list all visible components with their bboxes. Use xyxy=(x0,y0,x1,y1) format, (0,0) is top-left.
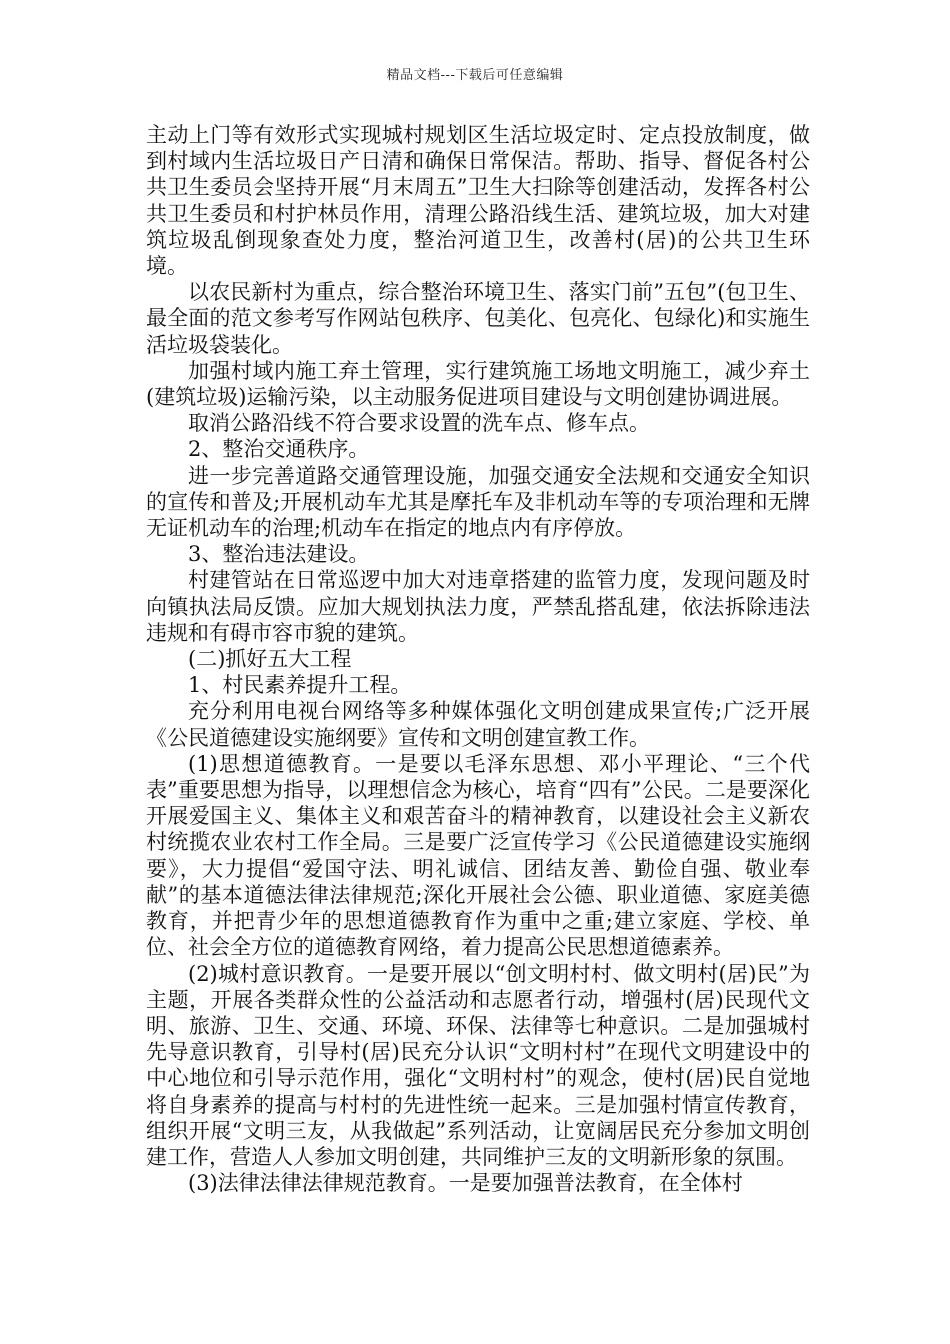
heading-traffic-order: 2、整治交通秩序。 xyxy=(188,437,370,462)
paragraph-civic-awareness-education: (2)城村意识教育。一是要开展以“创文明村村、做文明村(居)民”为主题，开展各类群众性的公益活动和志愿者行动，增强村(居)民现代文明、旅游、卫生、交通、环境、环保、法律等七种意识。二是加强城村先导意识教育，引导村(居)民充分认识“文明村村”在现代文明建设中的中心地位和引导示范作用，强化“文明村村”的观念，使村(居)民自觉地将自身素养的提高与村村的先进性统一起来。三是加强村情宣传教育，组织开展“文明三友，从我做起”系列活动，让宽阔居民充分参加文明创建工作，营造人人参加文明创建，共同维护三友的文明新形象的氛围。 xyxy=(146,961,810,1169)
paragraph-traffic-management: 进一步完善道路交通管理设施，加强交通安全法规和交通安全知识的宣传和普及;开展机动车尤其是摩托车及非机动车等的专项治理和无牌无证机动车的治理;机动车在指定的地点内有序停放。 xyxy=(146,463,810,541)
paragraph-illegal-construction: 村建管站在日常巡逻中加大对违章搭建的监管力度，发现问题及时向镇执法局反馈。应加大规划执法力度，严禁乱搭乱建，依法拆除违法违规和有碍市容市貌的建筑。 xyxy=(146,568,810,645)
document-body xyxy=(146,122,810,1196)
paragraph-media-publicity: 充分利用电视台网络等多种媒体强化文明创建成果宣传;广泛开展《公民道德建设实施纲要》宣传和文明创建宣教工作。 xyxy=(146,699,810,750)
paragraph-five-guarantees: 以农民新村为重点，综合整治环境卫生、落实门前”五包”(包卫生、最全面的范文参考写作网站包秩序、包美化、包亮化、包绿化)和实施生活垃圾袋装化。 xyxy=(146,280,810,357)
page-header-watermark: 精品文档---下载后可任意编辑 xyxy=(386,68,564,83)
heading-five-projects: (二)抓好五大工程 xyxy=(188,647,352,672)
paragraph-car-wash-points: 取消公路沿线不符合要求设置的洗车点、修车点。 xyxy=(188,411,650,436)
paragraph-construction-waste: 加强村域内施工弃土管理，实行建筑施工场地文明施工，减少弃土(建筑垃圾)运输污染，以主动服务促进项目建设与文明创建协调进展。 xyxy=(146,358,810,410)
heading-illegal-construction: 3、整治违法建设。 xyxy=(188,542,370,567)
paragraph-legal-education: (3)法律法律法律规范教育。一是要加强普法教育，在全体村 xyxy=(188,1171,743,1196)
heading-villager-quality-project: 1、村民素养提升工程。 xyxy=(188,673,412,698)
paragraph-moral-education: (1)思想道德教育。一是要以毛泽东思想、邓小平理论、“三个代表”重要思想为指导，以理想信念为核心，培育“四有”公民。二是要深化开展爱国主义、集体主义和艰苦奋斗的精神教育，以建设社会主义新农村统揽农业农村工作全局。三是要广泛宣传学习《公民道德建设实施纲要》，大力提倡“爱国守法、明礼诚信、团结友善、勤俭自强、敬业奉献”的基本道德法律法律规范;深化开展社会公德、职业道德、家庭美德教育，并把青少年的思想道德教育作为重中之重;建立家庭、学校、单位、社会全方位的道德教育网络，着力提高公民思想道德素养。 xyxy=(146,751,810,960)
paragraph-sanitation-system: 主动上门等有效形式实现城村规划区生活垃圾定时、定点投放制度，做到村域内生活垃圾日产日清和确保日常保洁。帮助、指导、督促各村公共卫生委员会坚持开展“月末周五”卫生大扫除等创建活动，发挥各村公共卫生委员和村护林员作用，清理公路沿线生活、建筑垃圾，加大对建筑垃圾乱倒现象查处力度，整治河道卫生，改善村(居)的公共卫生环境。 xyxy=(146,123,810,279)
